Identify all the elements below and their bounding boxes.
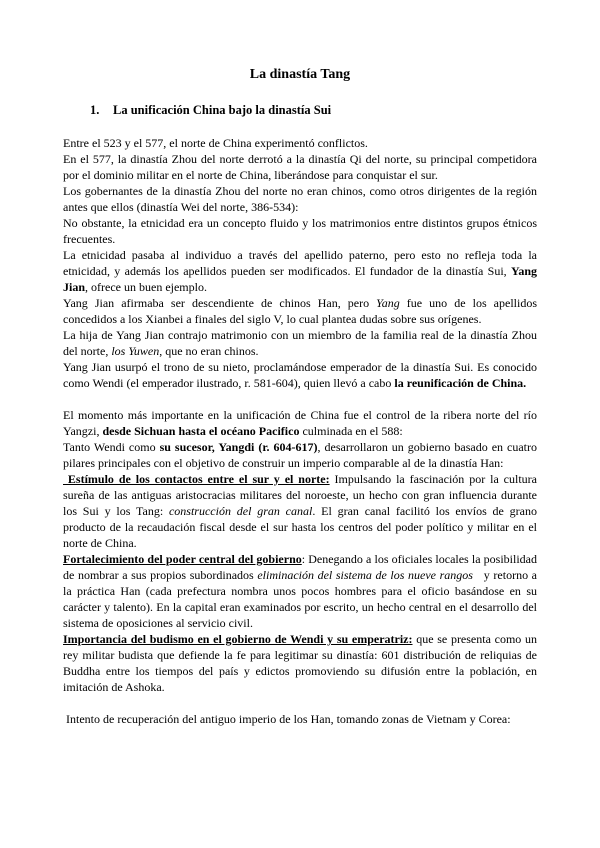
text-run: La etnicidad pasaba al individuo a través del apellido paterno, pero esto no refleja toda la etnicidad, y además los apellidos pueden ser modificados. El fundador de la dinastía Sui, xyxy=(63,248,537,278)
blank-line xyxy=(63,391,537,407)
text-run: desde Sichuan hasta el océano Pacifico xyxy=(102,424,300,438)
text-run: En el 577, la dinastía Zhou del norte derrotó a la dinastía Qi del norte, su principal competidora por el dominio militar en el norte de China, liberándose para conquistar el sur. xyxy=(63,152,537,182)
paragraph xyxy=(63,551,537,631)
section-heading xyxy=(63,102,537,119)
text-run: fue uno de los apellidos concedidos a los Xianbei a finales del siglo V, lo cual plantea dudas sobre sus orígenes. xyxy=(63,296,537,326)
paragraph xyxy=(63,327,537,359)
text-run: . El gran canal facilitó los envíos de grano producto de la recaudación fiscal desde el sur hasta los centros del poder político y militar en el norte de China. xyxy=(63,504,538,550)
text-run: , desarrollaron un gobierno basado en cuatro pilares principales con el objetivo de construir un imperio comparable al de la dinastía Han: xyxy=(63,440,538,470)
paragraph xyxy=(63,135,537,151)
text-run: Yang Jian usurpó el trono de su nieto, proclamándose emperador de la dinastía Sui. Es conocido como Wendi (el emperador ilustrado, r. 581-604), quien llevó a cabo xyxy=(63,360,537,390)
text-run: Los gobernantes de la dinastía Zhou del norte no eran chinos, como otros dirigentes de la región antes que ellos (dinastía Wei del norte, 386-534): xyxy=(63,184,537,214)
paragraph xyxy=(63,359,537,391)
text-run: que se presenta como un rey militar budista que defiende la fe para legitimar su dinastía: 601 distribución de reliquias de Buddha entre los tiempos del país y edictos promoviendo su difusión entre la población, en imitación de Ashoka. xyxy=(63,632,537,694)
paragraph xyxy=(63,215,537,247)
text-run: Tanto Wendi como xyxy=(63,440,160,454)
text-run: : Denegando a los oficiales locales la posibilidad de nombrar a sus propios subordinados xyxy=(63,552,537,582)
paragraph xyxy=(63,247,537,295)
text-run: Yang Jian afirmaba ser descendiente de chinos Han, pero xyxy=(63,296,377,310)
text-run: Intento de recuperación del antiguo imperio de los Han, tomando zonas de Vietnam y Corea: xyxy=(63,712,511,726)
text-run: Fortalecimiento del poder central del gobierno xyxy=(63,552,302,566)
text-run: Impulsando la fascinación por la cultura sureña de las antiguas aristocracias militares del noroeste, un hecho con gran influencia durante los Sui y los Tang: xyxy=(63,472,537,518)
section-title: La unificación China bajo la dinastía Sui xyxy=(113,103,332,117)
text-run: y retorno a la práctica Han (cada prefectura nombra unos pocos hombres para el oficio basándose en su carácter y talento). En la capital eran examinados por escrito, un hecho central en el desarrollo del sistema de oposiciones al servicio civil. xyxy=(63,568,538,630)
paragraph xyxy=(63,407,537,439)
section-number: 1. xyxy=(90,103,100,117)
text-run: los Yuwen xyxy=(111,344,160,358)
text-run: La hija de Yang Jian contrajo matrimonio con un miembro de la familia real de la dinastía Zhou del norte, xyxy=(63,328,537,358)
text-run: construcción del gran canal xyxy=(168,504,313,518)
document-body xyxy=(63,135,537,727)
text-run: , que no eran chinos. xyxy=(159,344,259,358)
paragraph xyxy=(63,711,537,727)
text-run: Yang Jian xyxy=(63,264,537,294)
text-run: Entre el 523 y el 577, el norte de China experimentó conflictos. xyxy=(63,136,368,150)
text-run: eliminación del sistema de los nueve rangos xyxy=(257,568,473,582)
text-run: Importancia del budismo en el gobierno de Wendi y su emperatriz: xyxy=(63,632,413,646)
text-run: su sucesor, Yangdi (r. 604-617) xyxy=(159,440,318,454)
text-run: No obstante, la etnicidad era un concepto fluido y los matrimonios entre distintos grupos étnicos frecuentes. xyxy=(63,216,537,246)
paragraph xyxy=(63,295,537,327)
paragraph xyxy=(63,439,537,471)
text-run: culminada en el 588: xyxy=(299,424,403,438)
text-run: , ofrece un buen ejemplo. xyxy=(85,280,207,294)
text-run: Estímulo de los contactos entre el sur y el norte: xyxy=(63,472,330,486)
paragraph xyxy=(63,631,537,695)
blank-line xyxy=(63,695,537,711)
paragraph xyxy=(63,471,537,551)
text-run: Yang xyxy=(376,296,400,310)
document-title: La dinastía Tang xyxy=(249,67,351,82)
text-run: El momento más importante en la unificación de China fue el control de la ribera norte del río Yangzi, xyxy=(63,408,537,438)
paragraph xyxy=(63,151,537,183)
text-run: la reunificación de China. xyxy=(394,376,527,390)
paragraph xyxy=(63,183,537,215)
